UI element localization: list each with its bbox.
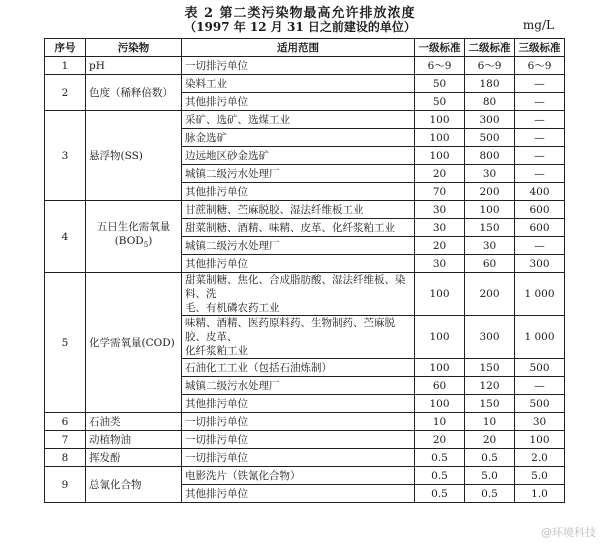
col-grade1: 一级标准 [415, 39, 465, 57]
col-grade3: 三级标准 [515, 39, 565, 57]
grade1-value: 100 [415, 359, 465, 377]
row-number: 1 [45, 57, 86, 75]
header-row [45, 39, 565, 57]
scope-cell: 石油化工工业（包括石油炼制） [182, 359, 415, 377]
scope-cell: 城镇二级污水处理厂 [182, 377, 415, 395]
pollutant-name: 色度（稀释倍数） [86, 75, 182, 111]
grade2-value: 10 [465, 413, 515, 431]
scope-cell: 甘蔗制糖、苎麻脱胶、湿法纤维板工业 [182, 201, 415, 219]
scope-cell: 边远地区砂金选矿 [182, 147, 415, 165]
grade2-value: 150 [465, 359, 515, 377]
row-number: 8 [45, 449, 86, 467]
grade3-value: 30 [515, 413, 565, 431]
grade3-value: 100 [515, 431, 565, 449]
scope-line2: 毛、有机磷农药工业 [185, 302, 280, 314]
grade1-value: 60 [415, 377, 465, 395]
row-number: 7 [45, 431, 86, 449]
row-number: 5 [45, 273, 86, 413]
scope-cell: 其他排污单位 [182, 93, 415, 111]
scope-cell: 其他排污单位 [182, 395, 415, 413]
table-row [45, 111, 565, 129]
grade1-value: 100 [415, 111, 465, 129]
grade2-value: 0.5 [465, 449, 515, 467]
grade1-value: 100 [415, 316, 465, 359]
scope-cell: 采矿、选矿、选煤工业 [182, 111, 415, 129]
table-row [45, 467, 565, 485]
grade2-value: 80 [465, 93, 515, 111]
scope-cell: 一切排污单位 [182, 449, 415, 467]
grade1-value: 0.5 [415, 467, 465, 485]
pollutant-standards-table [44, 38, 565, 503]
grade2-value: 6～9 [465, 57, 515, 75]
scope-cell: 染料工业 [182, 75, 415, 93]
row-number: 3 [45, 111, 86, 201]
grade1-value: 30 [415, 219, 465, 237]
grade1-value: 20 [415, 165, 465, 183]
pollutant-name: 动植物油 [86, 431, 182, 449]
grade2-value: 5.0 [465, 467, 515, 485]
table-row [45, 413, 565, 431]
grade2-value: 150 [465, 219, 515, 237]
grade2-value: 300 [465, 316, 515, 359]
pollutant-name: pH [86, 57, 182, 75]
grade2-value: 300 [465, 111, 515, 129]
grade3-value: — [515, 93, 565, 111]
grade3-value: — [515, 165, 565, 183]
grade1-value: 100 [415, 147, 465, 165]
scope-cell: 一切排污单位 [182, 431, 415, 449]
grade1-value: 20 [415, 431, 465, 449]
grade3-value: — [515, 377, 565, 395]
grade3-value: 600 [515, 219, 565, 237]
grade3-value: 600 [515, 201, 565, 219]
grade3-value: — [515, 111, 565, 129]
grade1-value: 0.5 [415, 449, 465, 467]
grade1-value: 100 [415, 129, 465, 147]
table-title: 表 2 第二类污染物最高允许排放浓度 [184, 6, 416, 21]
pollutant-name: 化学需氧量(COD) [86, 273, 182, 413]
unit-label: mg/L [522, 18, 554, 32]
bod-suffix: ) [148, 235, 153, 248]
grade3-value: 2.0 [515, 449, 565, 467]
grade2-value: 150 [465, 395, 515, 413]
scope-cell: 电影洗片（铁氰化合物） [182, 467, 415, 485]
grade1-value: 50 [415, 75, 465, 93]
bod-subscript: 5 [143, 241, 149, 250]
grade1-value: 100 [415, 395, 465, 413]
grade2-value: 0.5 [465, 485, 515, 503]
bod-prefix: (BOD [114, 235, 144, 248]
row-number: 6 [45, 413, 86, 431]
pollutant-name [86, 201, 182, 273]
grade1-value: 10 [415, 413, 465, 431]
grade2-value: 180 [465, 75, 515, 93]
grade1-value: 6～9 [415, 57, 465, 75]
scope-cell [182, 316, 415, 359]
scope-cell: 一切排污单位 [182, 413, 415, 431]
grade3-value: — [515, 75, 565, 93]
watermark: @环境科技 [541, 526, 596, 539]
grade3-value: — [515, 147, 565, 165]
grade2-value: 30 [465, 165, 515, 183]
col-scope: 适用范围 [182, 39, 415, 57]
grade3-value: 1 000 [515, 316, 565, 359]
grade1-value: 100 [415, 273, 465, 316]
grade1-value: 30 [415, 255, 465, 273]
row-number: 4 [45, 201, 86, 273]
scope-line1: 甜菜制糖、焦化、合成脂肪酸、湿法纤维板、染料、洗 [185, 274, 406, 300]
grade3-value: 500 [515, 359, 565, 377]
pollutant-name-line1: 五日生化需氧量 [96, 221, 171, 234]
pollutant-name: 挥发酚 [86, 449, 182, 467]
grade3-value: 1.0 [515, 485, 565, 503]
table-row [45, 431, 565, 449]
grade2-value: 20 [465, 431, 515, 449]
pollutant-name: 悬浮物(SS) [86, 111, 182, 201]
grade3-value: 300 [515, 255, 565, 273]
scope-cell [182, 273, 415, 316]
scope-cell: 其他排污单位 [182, 485, 415, 503]
grade2-value: 500 [465, 129, 515, 147]
grade1-value: 70 [415, 183, 465, 201]
table-row [45, 57, 565, 75]
grade1-value: 20 [415, 237, 465, 255]
scope-cell: 其他排污单位 [182, 255, 415, 273]
scope-cell: 脉金选矿 [182, 129, 415, 147]
col-pollutant: 污染物 [86, 39, 182, 57]
scope-cell: 城镇二级污水处理厂 [182, 165, 415, 183]
pollutant-name-line2 [89, 234, 178, 252]
grade1-value: 50 [415, 93, 465, 111]
grade2-value: 800 [465, 147, 515, 165]
grade3-value: 5.0 [515, 467, 565, 485]
table-row [45, 273, 565, 316]
grade3-value: 6～9 [515, 57, 565, 75]
scope-cell: 甜菜制糖、酒精、味精、皮革、化纤浆粕工业 [182, 219, 415, 237]
grade2-value: 200 [465, 183, 515, 201]
table-subtitle: （1997 年 12 月 31 日之前建设的单位） [184, 20, 416, 34]
grade1-value: 0.5 [415, 485, 465, 503]
scope-cell: 一切排污单位 [182, 57, 415, 75]
grade2-value: 30 [465, 237, 515, 255]
scope-line1: 味精、酒精、医药原料药、生物制药、苎麻脱胶、皮革、 [185, 317, 395, 343]
grade2-value: 100 [465, 201, 515, 219]
col-grade2: 二级标准 [465, 39, 515, 57]
grade2-value: 60 [465, 255, 515, 273]
grade3-value: 500 [515, 395, 565, 413]
grade3-value: — [515, 237, 565, 255]
row-number: 9 [45, 467, 86, 503]
grade2-value: 120 [465, 377, 515, 395]
grade1-value: 30 [415, 201, 465, 219]
scope-cell: 其他排污单位 [182, 183, 415, 201]
grade3-value: 400 [515, 183, 565, 201]
grade3-value: — [515, 129, 565, 147]
pollutant-name: 总氰化合物 [86, 467, 182, 503]
table-row [45, 449, 565, 467]
col-no: 序号 [45, 39, 86, 57]
grade2-value: 200 [465, 273, 515, 316]
pollutant-name: 石油类 [86, 413, 182, 431]
grade3-value: 1 000 [515, 273, 565, 316]
scope-line2: 化纤浆粕工业 [185, 345, 248, 357]
table-row [45, 201, 565, 219]
scope-cell: 城镇二级污水处理厂 [182, 237, 415, 255]
row-number: 2 [45, 75, 86, 111]
table-row [45, 75, 565, 93]
